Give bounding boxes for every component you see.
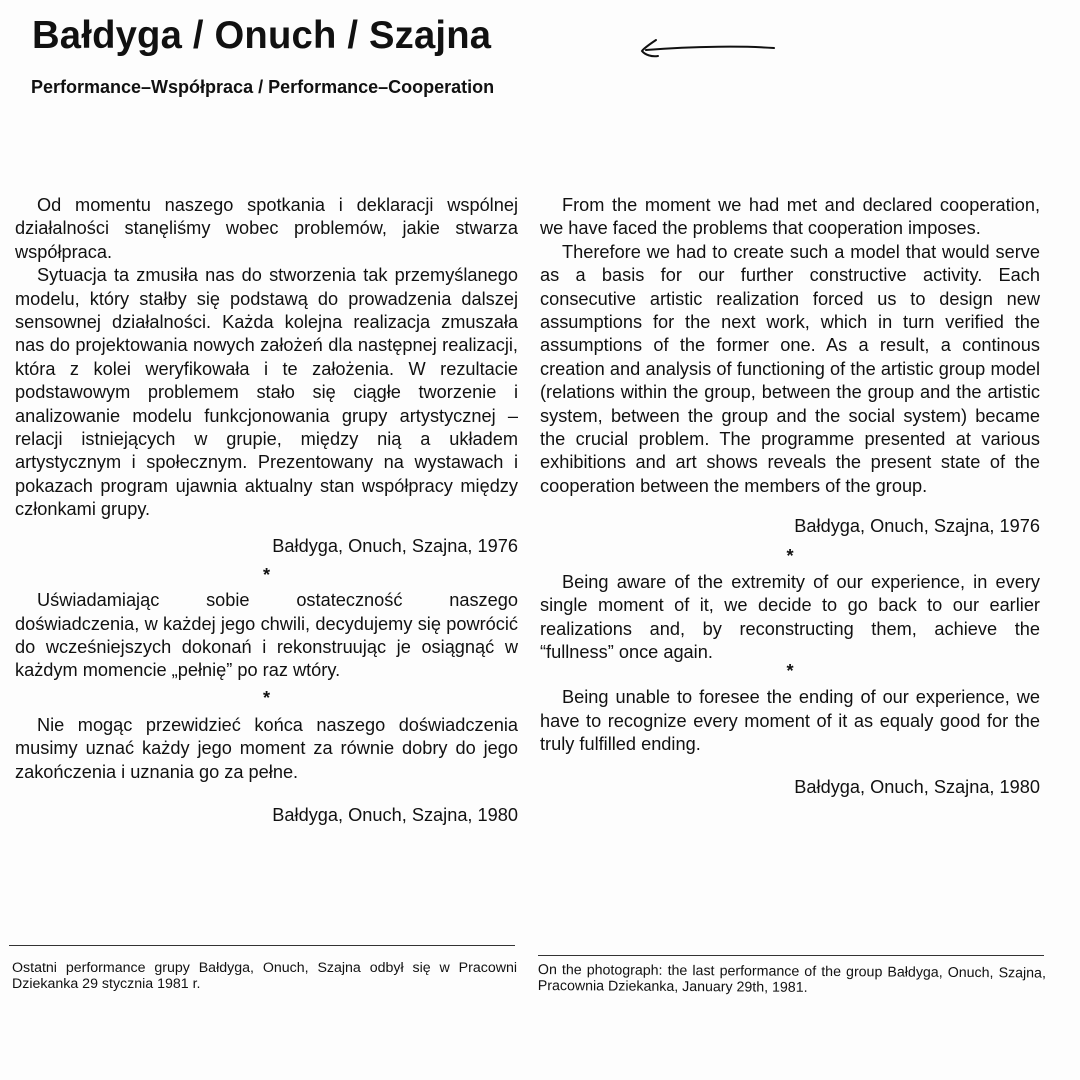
polish-photo-caption: Ostatni performance grupy Bałdyga, Onuch, Szajna odbył się w Pracowni Dziekanka 29 stycznia 1981 r. bbox=[12, 960, 517, 992]
polish-column bbox=[15, 194, 518, 827]
polish-paragraph-3: Uświadamiając sobie ostateczność naszego doświadczenia, w każdej jego chwili, decydujemy się powrócić do wcześniejszych dokonań i rekonstruując je osiągnąć w każdym momencie „pełnię” po raz wtóry. bbox=[15, 590, 518, 681]
english-photo-caption: On the photograph: the last performance of the group Bałdyga, Onuch, Szajna, Pracownia Dziekanka, January 29th, 1981. bbox=[537, 962, 1046, 996]
page-title: Bałdyga / Onuch / Szajna bbox=[32, 14, 492, 57]
english-column bbox=[540, 194, 1040, 799]
section-separator: * bbox=[262, 565, 271, 586]
page-subtitle: Performance–Współpraca / Performance–Cooperation bbox=[31, 77, 495, 97]
english-paragraph-3: Being aware of the extremity of our experience, in every single moment of it, we decide to go back to our earlier realizations and, by reconstructing them, achieve the “fullness” once again. bbox=[540, 571, 1040, 662]
english-signature-1976: Bałdyga, Onuch, Szajna, 1976 bbox=[794, 516, 1040, 537]
arrow-left-icon bbox=[636, 34, 776, 64]
section-separator: * bbox=[262, 687, 271, 708]
english-footnote-divider bbox=[538, 955, 1044, 956]
polish-footnote-divider bbox=[9, 945, 515, 946]
section-separator: * bbox=[786, 545, 794, 566]
section-separator: * bbox=[786, 661, 794, 682]
polish-signature-1980: Bałdyga, Onuch, Szajna, 1980 bbox=[272, 804, 518, 825]
polish-paragraph-1: Od momentu naszego spotkania i deklaracji wspólnej działalności stanęliśmy wobec problemów, jakie stwarza współpraca. bbox=[15, 195, 518, 262]
polish-paragraph-4: Nie mogąc przewidzieć końca naszego doświadczenia musimy uznać każdy jego moment za równie dobry do jego zakończenia i uznania go za pełne. bbox=[15, 714, 518, 782]
english-paragraph-4: Being unable to foresee the ending of our experience, we have to recognize every moment of it as equaly good for the truly fulfilled ending. bbox=[540, 687, 1040, 755]
polish-paragraph-2: Sytuacja ta zmusiła nas do stworzenia tak przemyślanego modelu, który stałby się podstawą do prowadzenia dalszej sensownej działalności. Każda kolejna realizacja zmuszała nas do projektowania nowych założeń dla następnej realizacji, która z kolei weryfikowała i te założenia. W rezultacie podstawowym problemem stało się ciągłe tworzenie i analizowanie modelu funkcjonowania grupy artystycznej – relacji istniejących w grupie, między nią a układem artystycznym i społecznym. Prezentowany na wystawach i pokazach program ujawnia aktualny stan współpracy między członkami grupy. bbox=[15, 265, 518, 520]
english-paragraph-1: From the moment we had met and declared cooperation, we have faced the problems that cooperation imposes. bbox=[540, 195, 1040, 239]
english-signature-1980: Bałdyga, Onuch, Szajna, 1980 bbox=[794, 776, 1040, 797]
english-paragraph-2: Therefore we had to create such a model that would serve as a basis for our further constructive activity. Each consecutive artistic realization forced us to design new assumptions for the next work, which in turn verified the assumptions of the former one. As a result, a continous creation and analysis of functioning of the artistic group model (relations within the group, between the group and the artistic system, between the group and the social system) became the crucial problem. The programme presented at various exhibitions and art shows reveals the present state of the cooperation between the members of the group. bbox=[540, 241, 1040, 496]
polish-signature-1976: Bałdyga, Onuch, Szajna, 1976 bbox=[272, 535, 518, 556]
